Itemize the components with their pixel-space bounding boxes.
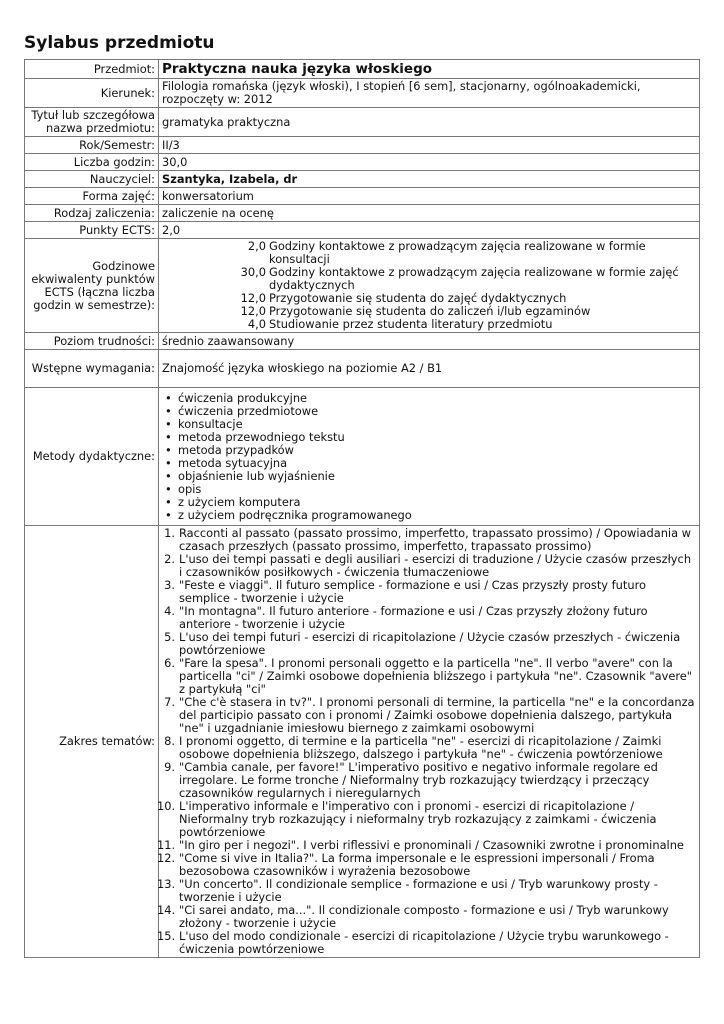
method-item: • metoda przewodniego tekstu: [178, 431, 696, 444]
row-ects-equivalents: [25, 239, 700, 333]
topic-item: [157, 851, 696, 878]
method-item: • ćwiczenia produkcyjne: [178, 392, 696, 405]
topic-text: "Feste e viaggi". Il futuro semplice - formazione e usi / Czas przyszły prosty futuro semplice - tworzenie i użycie: [179, 578, 646, 605]
topic-item: [157, 877, 696, 904]
ects-description: Studiowanie przez studenta literatury przedmiotu: [269, 317, 553, 331]
label-methods: Metody dydaktyczne:: [25, 388, 159, 526]
row-prerequisites: [25, 350, 700, 388]
topic-number: 5.: [164, 630, 175, 644]
row-difficulty: [25, 333, 700, 350]
topic-item: [164, 578, 696, 605]
value-teacher: Szantyka, Izabela, dr: [159, 171, 700, 188]
method-item: • ćwiczenia przedmiotowe: [178, 405, 696, 418]
topic-number: 3.: [164, 578, 175, 592]
row-direction: [25, 79, 700, 108]
topic-item: [164, 552, 696, 579]
method-item: • metoda sytuacyjna: [178, 457, 696, 470]
row-year-semester: [25, 137, 700, 154]
value-difficulty: średnio zaawansowany: [159, 333, 700, 350]
value-topics: [159, 526, 700, 958]
topics-list: [157, 526, 696, 956]
method-item: • konsultacje: [178, 418, 696, 431]
topic-number: 11.: [157, 838, 176, 852]
topic-text: L'uso dei tempi futuri - esercizi di ricapitolazione / Użycie czasów przeszłych - ćwiczenia powtórzeniowe: [179, 630, 681, 657]
row-ects-points: [25, 222, 700, 239]
topic-text: L'uso dei tempi passati e degli ausiliari - esercizi di traduzione / Użycie czasów przeszłych i czasowników posiłkowych - ćwiczenia tłumaczeniowe: [179, 552, 692, 579]
label-title: Tytuł lub szczegółowa nazwa przedmiotu:: [25, 108, 159, 137]
topic-text: L'uso del modo condizionale - esercizi di ricapitolazione / Użycie trybu warunkowego - ćwiczenia powtórzeniowe: [179, 929, 669, 956]
topic-number: 4.: [164, 604, 175, 618]
row-methods: [25, 388, 700, 526]
ects-hours: 12,0: [240, 291, 266, 305]
topic-number: 14.: [157, 903, 176, 917]
value-direction: Filologia romańska (język włoski), I stopień [6 sem], stacjonarny, ogólnoakademicki, rozpoczęty w: 2012: [159, 79, 700, 108]
topic-number: 2.: [164, 552, 175, 566]
method-item: • z użyciem podręcznika programowanego: [178, 509, 696, 522]
topic-item: [164, 630, 696, 657]
topic-text: "Come si vive in Italia?". La forma impersonale e le espressioni impersonali / Froma bezosobowa czasowników i wyrażenia bezosobowe: [179, 851, 655, 878]
topic-text: "In giro per i negozi". I verbi riflessivi e pronominali / Czasowniki zwrotne i pronominalne: [179, 838, 684, 852]
label-year-semester: Rok/Semestr:: [25, 137, 159, 154]
topic-text: Racconti al passato (passato prossimo, imperfetto, trapassato prossimo) / Opowiadania w czasach przeszłych (passato prossimo, imperfetto, trapassato prossimo): [179, 526, 691, 553]
label-ects-points: Punkty ECTS:: [25, 222, 159, 239]
topic-number: 8.: [164, 734, 175, 748]
topic-text: "Fare la spesa". I pronomi personali oggetto e la particella "ne". Il verbo "avere" con la particella "ci" / Zaimki osobowe dopełnienia bliższego i partykuła "ne". Czasownik "avere" z partykułą "ci": [179, 656, 693, 696]
ects-description: Godziny kontaktowe z prowadzącym zajęcia realizowane w formie konsultacji: [269, 239, 646, 266]
method-item: • opis: [178, 483, 696, 496]
label-ects-equivalents: Godzinowe ekwiwalenty punktów ECTS (łączna liczba godzin w semestrze):: [25, 239, 159, 333]
row-credit-type: [25, 205, 700, 222]
topic-item: [157, 799, 696, 839]
ects-item: [162, 266, 696, 292]
value-hours: 30,0: [159, 154, 700, 171]
label-prerequisites: Wstępne wymagania:: [25, 350, 159, 388]
method-item: • z użyciem komputera: [178, 496, 696, 509]
row-hours: [25, 154, 700, 171]
syllabus-table: [24, 59, 700, 958]
row-topics: [25, 526, 700, 958]
value-ects-equivalents: [159, 239, 700, 333]
label-difficulty: Poziom trudności:: [25, 333, 159, 350]
label-teacher: Nauczyciel:: [25, 171, 159, 188]
value-methods: [159, 388, 700, 526]
topic-item: [164, 604, 696, 631]
topic-item: [164, 526, 696, 553]
label-hours: Liczba godzin:: [25, 154, 159, 171]
row-form: [25, 188, 700, 205]
topic-number: 6.: [164, 656, 175, 670]
topic-number: 10.: [157, 799, 176, 813]
ects-hours: 12,0: [240, 304, 266, 318]
ects-description: Przygotowanie się studenta do zaliczeń i/lub egzaminów: [269, 304, 591, 318]
row-subject: [25, 60, 700, 79]
ects-hours: 30,0: [240, 265, 266, 279]
value-subject: Praktyczna nauka języka włoskiego: [159, 60, 700, 79]
topic-item: [164, 695, 696, 735]
label-credit-type: Rodzaj zaliczenia:: [25, 205, 159, 222]
method-item: • metoda przypadków: [178, 444, 696, 457]
value-year-semester: II/3: [159, 137, 700, 154]
topic-item: [164, 734, 696, 761]
ects-hours: 2,0: [247, 239, 266, 253]
ects-item: [162, 240, 696, 266]
topic-number: 13.: [157, 877, 176, 891]
topic-item: [157, 903, 696, 930]
methods-list: [162, 392, 696, 522]
topic-text: "Cambia canale, per favore!" L'imperativo positivo e negativo informale regolare ed irregolare. Le forme tronche / Nieformalny tryb rozkazujący twierdzący i przeczący czasowników regularnych i nieregularnych: [179, 760, 658, 800]
value-credit-type: zaliczenie na ocenę: [159, 205, 700, 222]
ects-hours: 4,0: [247, 317, 266, 331]
value-prerequisites: Znajomość języka włoskiego na poziomie A2 / B1: [159, 350, 700, 388]
label-subject: Przedmiot:: [25, 60, 159, 79]
label-direction: Kierunek:: [25, 79, 159, 108]
ects-item: [162, 318, 696, 331]
row-title: [25, 108, 700, 137]
value-title: gramatyka praktyczna: [159, 108, 700, 137]
topic-text: "In montagna". Il futuro anteriore - formazione e usi / Czas przyszły złożony futuro anteriore - tworzenie i użycie: [179, 604, 648, 631]
row-teacher: [25, 171, 700, 188]
topic-number: 12.: [157, 851, 176, 865]
topic-number: 1.: [164, 526, 175, 540]
ects-description: Przygotowanie się studenta do zajęć dydaktycznych: [269, 291, 567, 305]
value-ects-points: 2,0: [159, 222, 700, 239]
page-title: Sylabus przedmiotu: [24, 33, 215, 53]
label-form: Forma zajęć:: [25, 188, 159, 205]
topic-text: "Un concerto". Il condizionale semplice - formazione e usi / Tryb warunkowy prosty - tworzenie i użycie: [179, 877, 658, 904]
topic-item: [164, 760, 696, 800]
ects-description: Godziny kontaktowe z prowadzącym zajęcia realizowane w formie zajęć dydaktycznych: [269, 265, 679, 292]
topic-number: 7.: [164, 695, 175, 709]
topic-item: [164, 656, 696, 696]
topic-text: I pronomi oggetto, di termine e la particella "ne" - esercizi di ricapitolazione / Zaimki osobowe dopełnienia bliższego, dalszego i partykuła "ne" - ćwiczenia powtórzeniowe: [179, 734, 663, 761]
label-topics: Zakres tematów:: [25, 526, 159, 958]
method-item: • objaśnienie lub wyjaśnienie: [178, 470, 696, 483]
topic-item: [157, 929, 696, 956]
value-form: konwersatorium: [159, 188, 700, 205]
topic-text: "Ci sarei andato, ma...". Il condizionale composto - formazione e usi / Tryb warunkowy złożony - tworzenie i użycie: [179, 903, 669, 930]
ects-list: [162, 240, 696, 331]
topic-text: L'imperativo informale e l'imperativo con i pronomi - esercizi di ricapitolazione / Nieformalny tryb rozkazujący i nieformalny tryb rozkazujący z zaimkami - ćwiczenia powtórzeniowe: [179, 799, 657, 839]
topic-number: 15.: [157, 929, 176, 943]
topic-text: "Che c'è stasera in tv?". I pronomi personali di termine, la particella "ne" e la concordanza del participio passato con i pronomi / Zaimki osobowe dopełnienia dalszego, partykuła "ne" i uzgadnianie imiesłowu biernego z zaimkami osobowymi: [179, 695, 695, 735]
topic-number: 9.: [164, 760, 175, 774]
